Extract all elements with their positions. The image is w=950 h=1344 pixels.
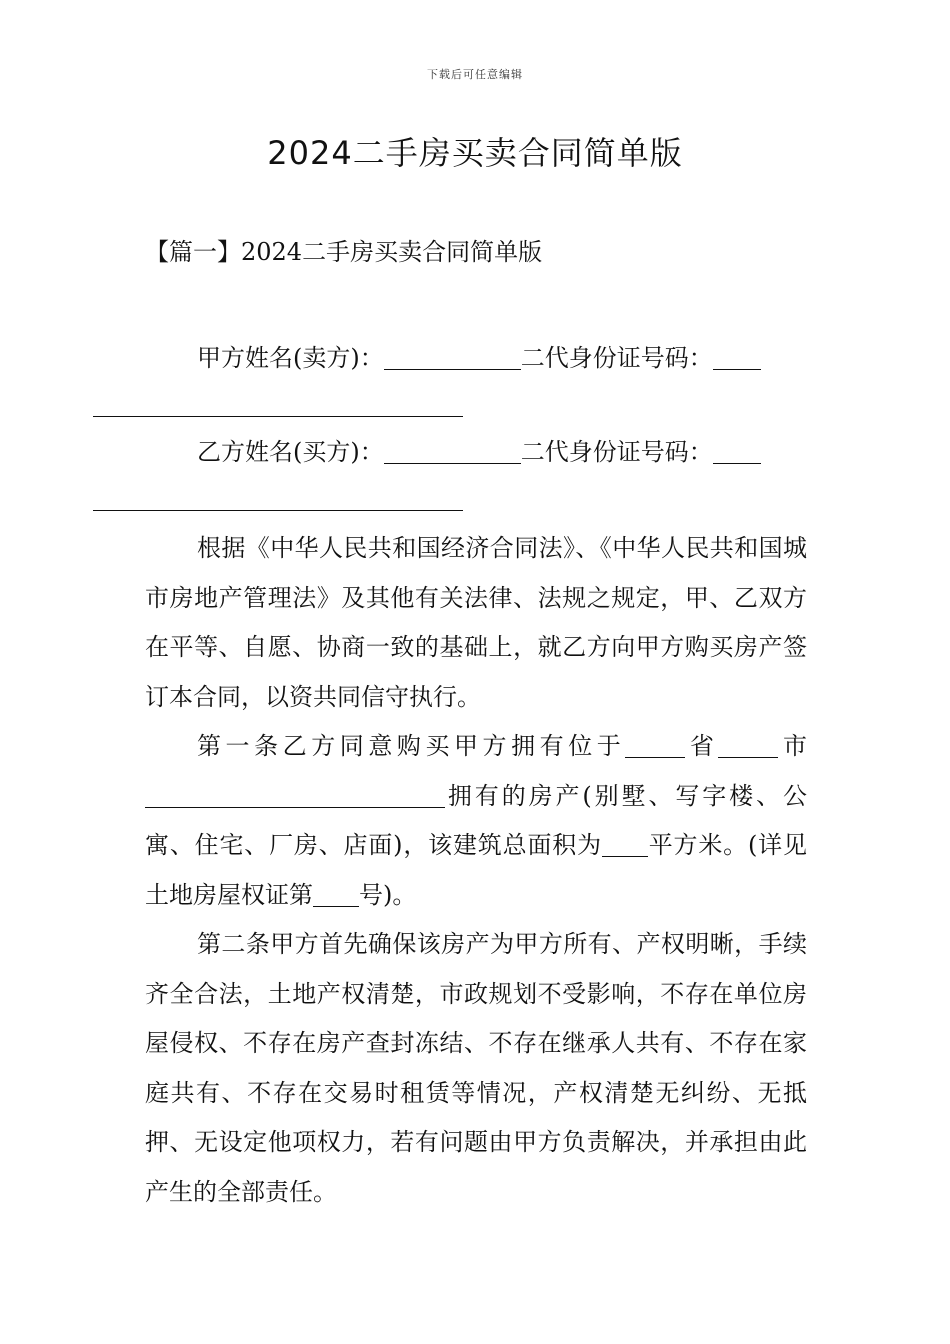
article-1-area-unit: 平方米。(详见土地房屋权证第 <box>145 831 807 909</box>
buyer-id-blank <box>713 439 761 464</box>
seller-id-label: 二代身份证号码： <box>520 344 713 372</box>
document-title: 2024二手房买卖合同简单版 <box>267 134 683 172</box>
basis-paragraph: 根据《中华人民共和国经济合同法》、《中华人民共和国城市房地产管理法》及其他有关法律、法规之规定，甲、乙双方在平等、自愿、协商一致的基础上，就乙方向甲方购买房产签订本合同，以资共同信守执行。 <box>145 534 807 711</box>
article-1-province: 省 <box>685 732 719 760</box>
province-blank <box>625 733 685 758</box>
area-blank <box>602 832 648 857</box>
article-1-text-2: 拥有的房产(别墅、写字楼、公寓、住宅、厂房、店面)，该建筑总面积为 <box>145 781 807 859</box>
buyer-id-blank-continued <box>93 482 463 511</box>
article-1-text-1: 第一条乙方同意购买甲方拥有位于 <box>197 732 626 760</box>
city-blank <box>718 733 778 758</box>
seller-name-blank <box>384 345 521 370</box>
buyer-name-label: 乙方姓名(买方)： <box>197 438 384 466</box>
seller-info <box>145 334 807 417</box>
seller-id-blank-continued <box>93 388 463 417</box>
article-1-text-3: 号)。 <box>359 880 417 909</box>
certificate-number-blank <box>313 882 359 907</box>
section-heading: 【篇一】2024二手房买卖合同简单版 <box>145 238 543 266</box>
seller-row <box>145 334 807 384</box>
buyer-row <box>145 428 807 478</box>
seller-id-blank <box>713 345 761 370</box>
buyer-id-label: 二代身份证号码： <box>520 438 713 466</box>
buyer-name-blank <box>384 439 521 464</box>
article-1-city: 市 <box>778 732 808 760</box>
article-1-paragraph <box>145 722 807 920</box>
buyer-info <box>145 428 807 511</box>
header-note: 下载后可任意编辑 <box>427 68 523 81</box>
seller-name-label: 甲方姓名(卖方)： <box>197 344 384 372</box>
article-2-paragraph: 第二条甲方首先确保该房产为甲方所有、产权明晰，手续齐全合法，土地产权清楚，市政规划不受影响，不存在单位房屋侵权、不存在房产查封冻结、不存在继承人共有、不存在家庭共有、不存在交易时租赁等情况，产权清楚无纠纷、无抵押、无设定他项权力，若有问题由甲方负责解决，并承担由此产生的全部责任。 <box>145 930 807 1206</box>
address-blank <box>145 783 445 808</box>
